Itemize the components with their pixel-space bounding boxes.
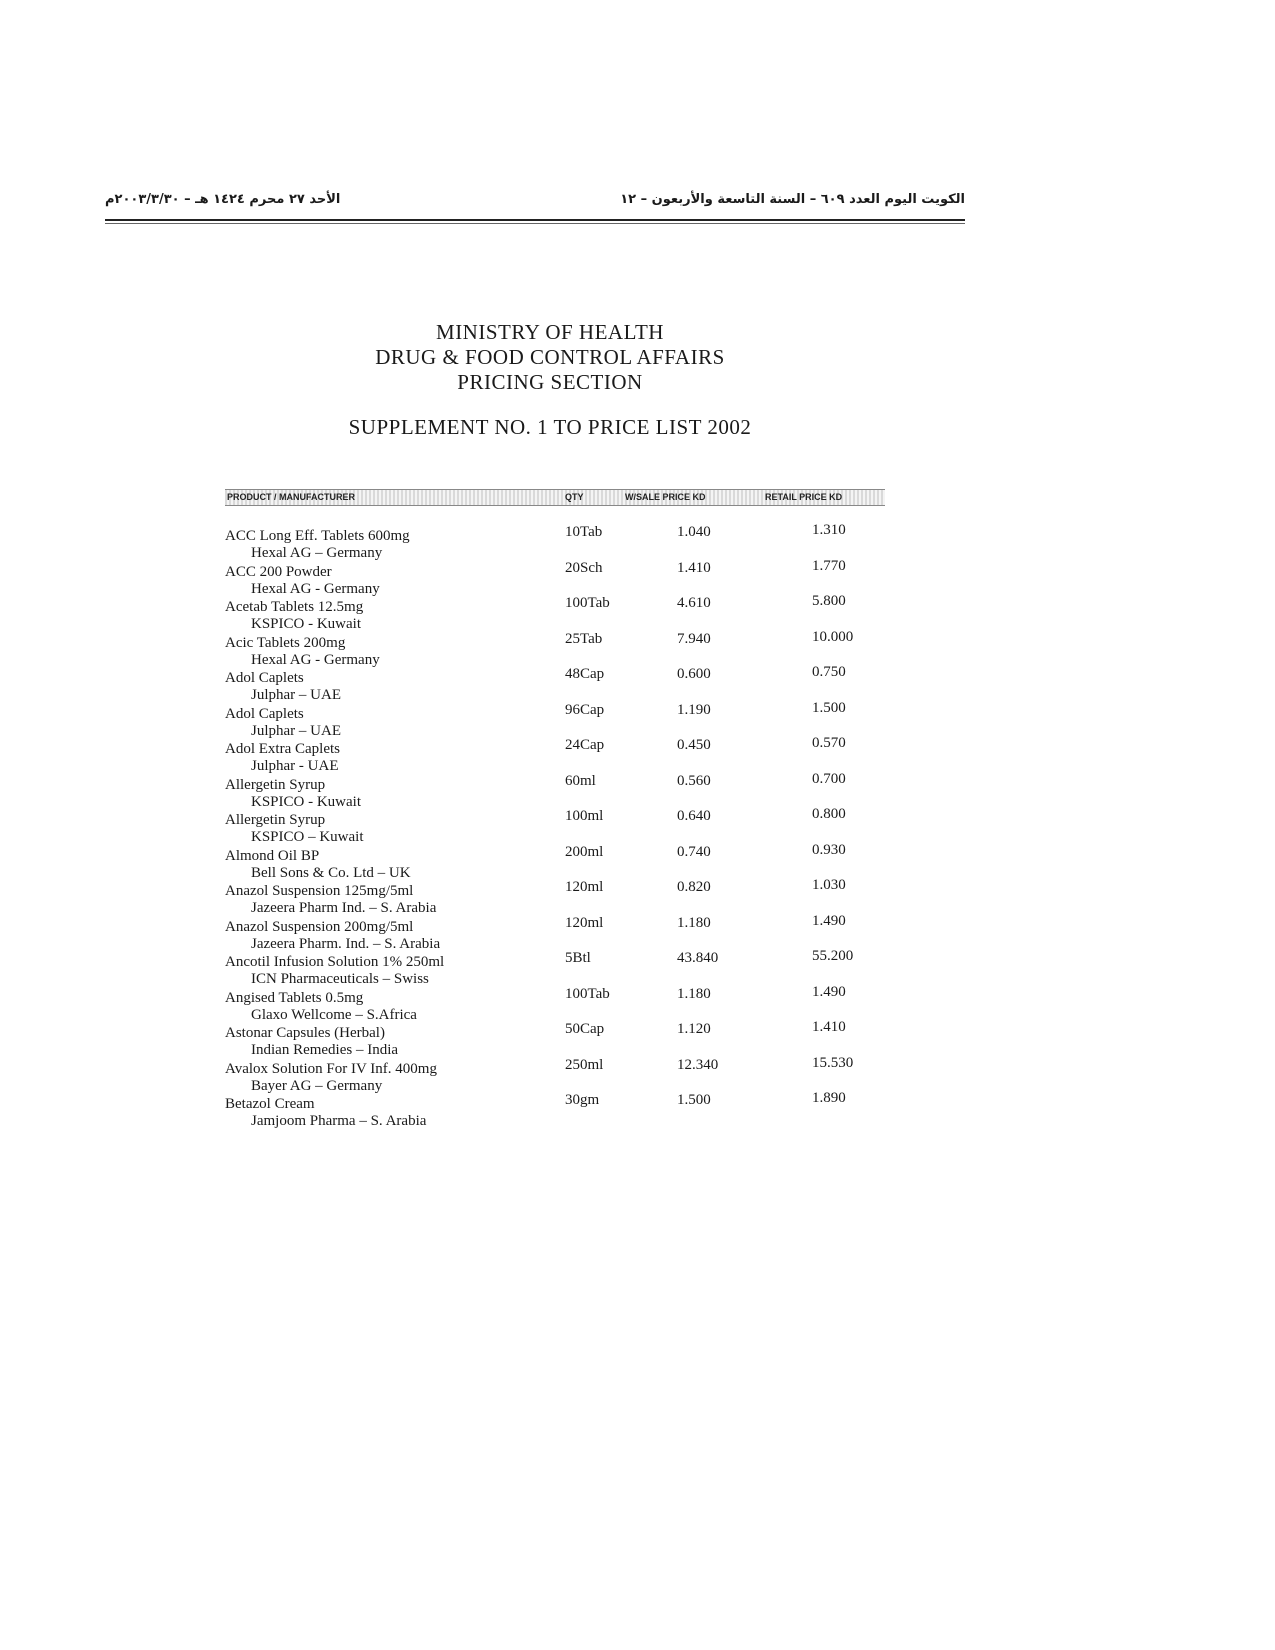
- wholesale-price: 12.340: [677, 1056, 719, 1073]
- table-row: [225, 770, 905, 810]
- retail-price: 0.800: [812, 806, 846, 822]
- manufacturer: Julphar – UAE: [251, 722, 341, 739]
- table-row: [225, 806, 905, 845]
- wholesale-price: 0.820: [677, 879, 711, 895]
- retail-price: 1.030: [812, 877, 846, 893]
- header-wsale-price: W/SALE PRICE KD: [625, 492, 706, 502]
- manufacturer: Jamjoom Pharma – S. Arabia: [251, 1113, 427, 1129]
- wholesale-price: 1.500: [677, 1092, 711, 1108]
- quantity: 24Cap: [565, 737, 605, 753]
- wholesale-price: 1.180: [677, 985, 711, 1002]
- table-row: [225, 948, 905, 987]
- product-name: Ancotil Infusion Solution 1% 250ml: [225, 954, 445, 970]
- retail-price: 1.310: [812, 522, 846, 538]
- retail-price: 1.410: [812, 1019, 846, 1035]
- retail-price: 0.700: [812, 770, 846, 787]
- product-name: Astonar Capsules (Herbal): [225, 1025, 385, 1041]
- quantity: 200ml: [565, 843, 604, 860]
- quantity: 10Tab: [565, 524, 603, 540]
- header-divider-secondary: [105, 223, 965, 224]
- quantity: 25Tab: [565, 630, 603, 647]
- title-ministry: MINISTRY OF HEALTH: [436, 320, 664, 344]
- table-row: [225, 983, 905, 1023]
- manufacturer: ICN Pharmaceuticals – Swiss: [251, 971, 429, 987]
- product-name: Anazol Suspension 125mg/5ml: [225, 883, 414, 899]
- retail-price: 1.770: [812, 557, 846, 574]
- retail-price: 15.530: [812, 1054, 854, 1071]
- product-name: Allergetin Syrup: [225, 776, 326, 793]
- retail-price: 0.930: [812, 841, 846, 858]
- wholesale-price: 4.610: [677, 595, 711, 611]
- supplement-title: SUPPLEMENT NO. 1 TO PRICE LIST 2002: [348, 415, 752, 439]
- manufacturer: Hexal AG – Germany: [251, 545, 383, 561]
- retail-price: 1.490: [812, 983, 846, 1000]
- retail-price: 1.890: [812, 1090, 846, 1106]
- quantity: 30gm: [565, 1092, 600, 1108]
- table-row: [225, 1019, 905, 1058]
- wholesale-price: 7.940: [677, 630, 711, 647]
- manufacturer: Hexal AG - Germany: [251, 580, 380, 597]
- product-name: Avalox Solution For IV Inf. 400mg: [225, 1060, 437, 1077]
- product-name: ACC Long Eff. Tablets 600mg: [225, 528, 410, 544]
- manufacturer: Indian Remedies – India: [251, 1042, 399, 1058]
- product-name: Adol Caplets: [225, 670, 304, 686]
- title-department: DRUG & FOOD CONTROL AFFAIRS: [375, 345, 725, 369]
- manufacturer: Hexal AG - Germany: [251, 651, 380, 668]
- manufacturer: Jazeera Pharm Ind. – S. Arabia: [251, 900, 437, 916]
- wholesale-price: 43.840: [677, 950, 719, 966]
- quantity: 100Tab: [565, 595, 610, 611]
- retail-price: 0.570: [812, 735, 846, 751]
- wholesale-price: 1.180: [677, 914, 711, 931]
- document-title: [300, 320, 800, 395]
- product-name: Almond Oil BP: [225, 847, 320, 864]
- quantity: 96Cap: [565, 701, 605, 718]
- manufacturer: KSPICO - Kuwait: [251, 616, 362, 632]
- table-row: [225, 1090, 905, 1129]
- gazette-date: الأحد ٢٧ محرم ١٤٢٤ هـ – ٢٠٠٣/٣/٣٠م: [105, 192, 341, 207]
- product-name: ACC 200 Powder: [225, 563, 332, 580]
- product-name: Acic Tablets 200mg: [225, 634, 346, 651]
- quantity: 100ml: [565, 808, 604, 824]
- quantity: 60ml: [565, 772, 596, 789]
- product-name: Betazol Cream: [225, 1096, 315, 1112]
- product-name: Allergetin Syrup: [225, 812, 326, 828]
- quantity: 20Sch: [565, 559, 603, 576]
- quantity: 250ml: [565, 1056, 604, 1073]
- wholesale-price: 0.560: [677, 772, 711, 789]
- table-row: [225, 841, 905, 881]
- table-row: [225, 735, 905, 774]
- table-row: [225, 593, 905, 632]
- retail-price: 1.490: [812, 912, 846, 929]
- manufacturer: Julphar - UAE: [251, 758, 339, 774]
- quantity: 50Cap: [565, 1021, 605, 1037]
- table-row: [225, 877, 905, 916]
- wholesale-price: 1.040: [677, 524, 711, 540]
- table-row: [225, 557, 905, 597]
- retail-price: 1.500: [812, 699, 846, 716]
- quantity: 48Cap: [565, 666, 605, 682]
- gazette-header: [105, 192, 965, 222]
- product-name: Anazol Suspension 200mg/5ml: [225, 918, 414, 935]
- retail-price: 10.000: [812, 628, 854, 645]
- quantity: 120ml: [565, 879, 604, 895]
- header-product: PRODUCT / MANUFACTURER: [227, 492, 355, 502]
- quantity: 100Tab: [565, 985, 610, 1002]
- table-row: [225, 912, 905, 952]
- wholesale-price: 0.450: [677, 737, 711, 753]
- quantity: 120ml: [565, 914, 604, 931]
- table-row: [225, 628, 905, 668]
- retail-price: 55.200: [812, 948, 854, 964]
- gazette-issue-info: الكويت اليوم العدد ٦٠٩ – السنة التاسعة والأربعون – ١٢: [620, 192, 965, 207]
- product-name: Adol Caplets: [225, 705, 304, 722]
- product-name: Adol Extra Caplets: [225, 741, 340, 757]
- wholesale-price: 0.600: [677, 666, 711, 682]
- title-section: PRICING SECTION: [457, 370, 643, 394]
- price-table-body: [225, 522, 905, 1129]
- product-name: Angised Tablets 0.5mg: [225, 989, 364, 1006]
- header-qty: QTY: [565, 492, 584, 502]
- manufacturer: Jazeera Pharm. Ind. – S. Arabia: [251, 935, 441, 952]
- wholesale-price: 1.410: [677, 559, 711, 576]
- wholesale-price: 0.640: [677, 808, 711, 824]
- header-divider: [105, 219, 965, 221]
- product-name: Acetab Tablets 12.5mg: [225, 599, 364, 615]
- header-retail-price: RETAIL PRICE KD: [765, 492, 843, 502]
- table-row: [225, 699, 905, 739]
- quantity: 5Btl: [565, 950, 591, 966]
- manufacturer: Julphar – UAE: [251, 687, 341, 703]
- wholesale-price: 1.190: [677, 701, 711, 718]
- retail-price: 5.800: [812, 593, 846, 609]
- manufacturer: Bell Sons & Co. Ltd – UK: [251, 864, 411, 881]
- retail-price: 0.750: [812, 664, 846, 680]
- price-table-header: [225, 489, 885, 506]
- table-row: [225, 664, 905, 703]
- manufacturer: KSPICO – Kuwait: [251, 829, 364, 845]
- wholesale-price: 0.740: [677, 843, 711, 860]
- manufacturer: Glaxo Wellcome – S.Africa: [251, 1006, 417, 1023]
- manufacturer: KSPICO - Kuwait: [251, 793, 362, 810]
- wholesale-price: 1.120: [677, 1021, 711, 1037]
- manufacturer: Bayer AG – Germany: [251, 1077, 383, 1094]
- table-row: [225, 1054, 905, 1094]
- table-row: [225, 522, 905, 561]
